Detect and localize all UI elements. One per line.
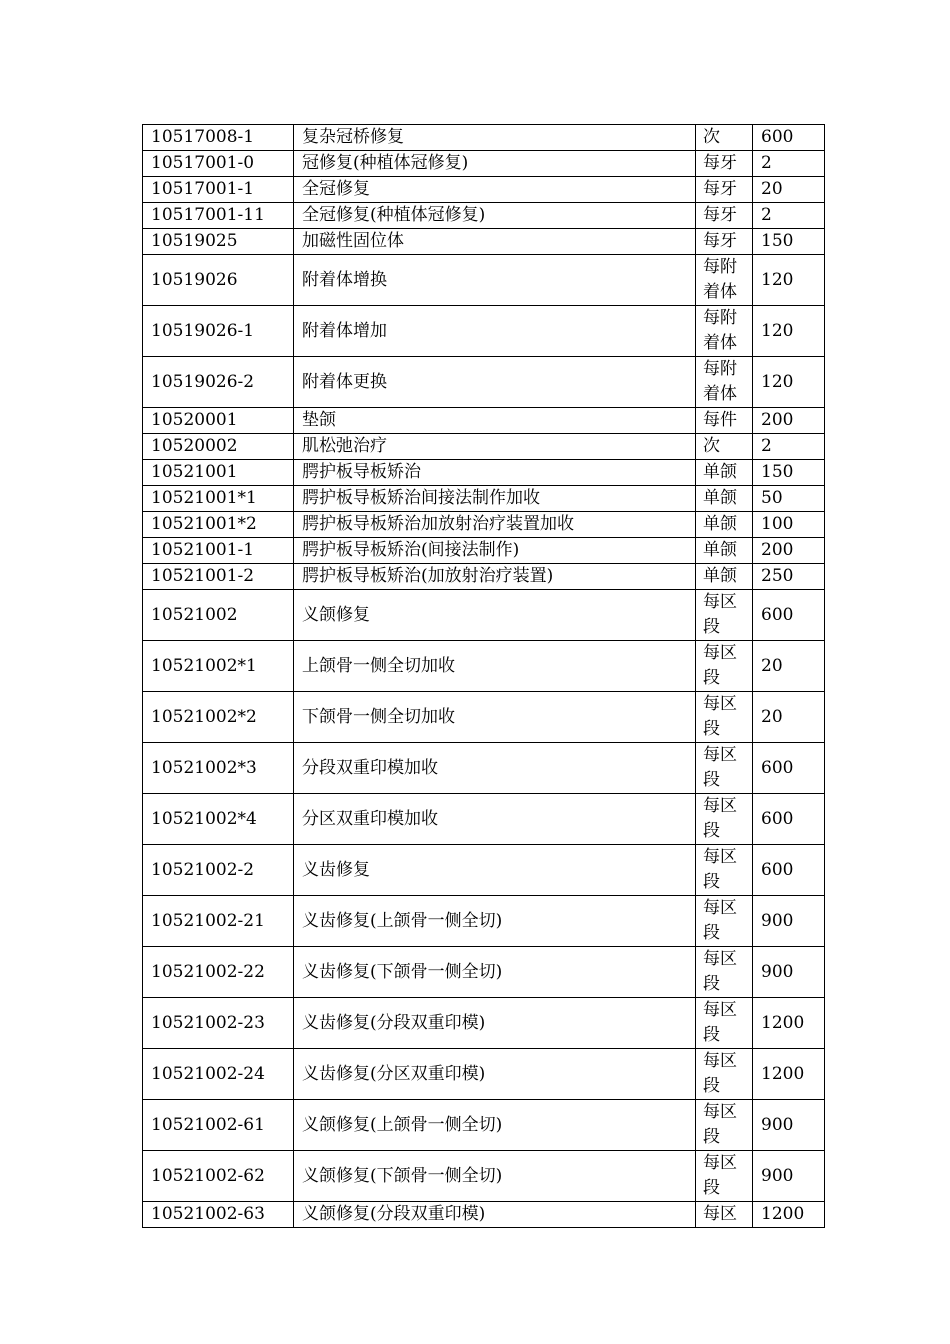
item-price: 1200 <box>753 1049 825 1100</box>
item-unit: 每牙 <box>696 229 753 255</box>
item-name: 腭护板导板矫治间接法制作加收 <box>294 486 696 512</box>
item-unit: 单颌 <box>696 486 753 512</box>
table-row <box>143 1049 825 1100</box>
item-name: 冠修复(种植体冠修复) <box>294 151 696 177</box>
item-price: 100 <box>753 512 825 538</box>
item-name: 腭护板导板矫治加放射治疗装置加收 <box>294 512 696 538</box>
item-code: 10521002*2 <box>143 692 294 743</box>
item-name: 下颌骨一侧全切加收 <box>294 692 696 743</box>
table-row <box>143 743 825 794</box>
table-row <box>143 1151 825 1202</box>
item-code: 10519025 <box>143 229 294 255</box>
item-unit: 每附着体 <box>696 357 753 408</box>
item-name: 全冠修复 <box>294 177 696 203</box>
item-unit: 每区段 <box>696 896 753 947</box>
table-row <box>143 151 825 177</box>
item-price: 200 <box>753 538 825 564</box>
item-name: 义齿修复(上颌骨一侧全切) <box>294 896 696 947</box>
item-name: 复杂冠桥修复 <box>294 125 696 151</box>
item-unit: 每区段 <box>696 1049 753 1100</box>
item-code: 10521002*4 <box>143 794 294 845</box>
item-unit: 单颌 <box>696 460 753 486</box>
item-unit: 每区段 <box>696 692 753 743</box>
item-price: 600 <box>753 125 825 151</box>
item-unit: 每区段 <box>696 845 753 896</box>
item-unit: 每件 <box>696 408 753 434</box>
table-row <box>143 564 825 590</box>
item-unit: 每区段 <box>696 641 753 692</box>
item-unit: 每牙 <box>696 151 753 177</box>
item-name: 附着体更换 <box>294 357 696 408</box>
table-row <box>143 538 825 564</box>
item-code: 10521002*3 <box>143 743 294 794</box>
table-row <box>143 692 825 743</box>
item-unit: 单颌 <box>696 512 753 538</box>
item-unit: 每区段 <box>696 1151 753 1202</box>
item-price: 900 <box>753 1151 825 1202</box>
item-name: 加磁性固位体 <box>294 229 696 255</box>
item-unit: 每附着体 <box>696 306 753 357</box>
item-unit: 次 <box>696 434 753 460</box>
item-price: 250 <box>753 564 825 590</box>
table-row <box>143 1100 825 1151</box>
item-code: 10521002 <box>143 590 294 641</box>
table-row <box>143 408 825 434</box>
item-name: 义颌修复(上颌骨一侧全切) <box>294 1100 696 1151</box>
item-price: 120 <box>753 306 825 357</box>
item-unit: 每附着体 <box>696 255 753 306</box>
item-price: 200 <box>753 408 825 434</box>
item-unit: 每区段 <box>696 743 753 794</box>
item-price: 1200 <box>753 1202 825 1228</box>
item-price: 50 <box>753 486 825 512</box>
table-row <box>143 590 825 641</box>
item-price: 150 <box>753 229 825 255</box>
item-name: 腭护板导板矫治 <box>294 460 696 486</box>
item-name: 垫颌 <box>294 408 696 434</box>
item-price: 120 <box>753 357 825 408</box>
item-code: 10521001-1 <box>143 538 294 564</box>
item-name: 义齿修复(分区双重印模) <box>294 1049 696 1100</box>
item-code: 10519026-1 <box>143 306 294 357</box>
item-code: 10519026 <box>143 255 294 306</box>
item-unit: 每区段 <box>696 794 753 845</box>
item-price: 120 <box>753 255 825 306</box>
table-row <box>143 357 825 408</box>
item-price: 150 <box>753 460 825 486</box>
item-name: 义颌修复 <box>294 590 696 641</box>
item-unit: 单颌 <box>696 538 753 564</box>
item-price: 600 <box>753 590 825 641</box>
item-name: 分区双重印模加收 <box>294 794 696 845</box>
item-price: 20 <box>753 177 825 203</box>
item-unit: 每区段 <box>696 590 753 641</box>
item-code: 10517001-0 <box>143 151 294 177</box>
table-row <box>143 460 825 486</box>
fee-table <box>142 124 825 1228</box>
table-row <box>143 896 825 947</box>
table-row <box>143 641 825 692</box>
fee-table-body <box>143 125 825 1228</box>
item-price: 600 <box>753 743 825 794</box>
item-code: 10521002-2 <box>143 845 294 896</box>
item-price: 2 <box>753 203 825 229</box>
item-name: 全冠修复(种植体冠修复) <box>294 203 696 229</box>
item-unit: 单颌 <box>696 564 753 590</box>
item-code: 10521002*1 <box>143 641 294 692</box>
item-price: 20 <box>753 692 825 743</box>
table-row <box>143 125 825 151</box>
item-code: 10521002-21 <box>143 896 294 947</box>
item-code: 10517008-1 <box>143 125 294 151</box>
table-row <box>143 486 825 512</box>
table-row <box>143 1202 825 1228</box>
item-code: 10521002-62 <box>143 1151 294 1202</box>
item-code: 10521001 <box>143 460 294 486</box>
item-code: 10521001*1 <box>143 486 294 512</box>
item-name: 义颌修复(分段双重印模) <box>294 1202 696 1228</box>
table-row <box>143 794 825 845</box>
item-name: 肌松弛治疗 <box>294 434 696 460</box>
item-code: 10521002-22 <box>143 947 294 998</box>
item-code: 10520002 <box>143 434 294 460</box>
item-price: 2 <box>753 151 825 177</box>
item-name: 义齿修复 <box>294 845 696 896</box>
item-price: 600 <box>753 794 825 845</box>
item-code: 10521002-24 <box>143 1049 294 1100</box>
item-price: 600 <box>753 845 825 896</box>
table-row <box>143 998 825 1049</box>
item-code: 10519026-2 <box>143 357 294 408</box>
item-code: 10521002-23 <box>143 998 294 1049</box>
table-row <box>143 177 825 203</box>
table-row <box>143 512 825 538</box>
item-unit: 每牙 <box>696 177 753 203</box>
item-price: 20 <box>753 641 825 692</box>
item-unit: 每区段 <box>696 998 753 1049</box>
item-code: 10521001*2 <box>143 512 294 538</box>
table-row <box>143 306 825 357</box>
item-name: 腭护板导板矫治(加放射治疗装置) <box>294 564 696 590</box>
table-row <box>143 255 825 306</box>
item-name: 义齿修复(分段双重印模) <box>294 998 696 1049</box>
table-row <box>143 203 825 229</box>
item-name: 腭护板导板矫治(间接法制作) <box>294 538 696 564</box>
item-price: 2 <box>753 434 825 460</box>
item-code: 10521002-63 <box>143 1202 294 1228</box>
item-name: 义颌修复(下颌骨一侧全切) <box>294 1151 696 1202</box>
item-code: 10517001-1 <box>143 177 294 203</box>
table-row <box>143 947 825 998</box>
item-code: 10520001 <box>143 408 294 434</box>
item-unit: 每牙 <box>696 203 753 229</box>
table-row <box>143 434 825 460</box>
table-row <box>143 845 825 896</box>
item-price: 900 <box>753 896 825 947</box>
item-name: 上颌骨一侧全切加收 <box>294 641 696 692</box>
item-unit: 每区段 <box>696 1100 753 1151</box>
item-code: 10521001-2 <box>143 564 294 590</box>
item-name: 附着体增换 <box>294 255 696 306</box>
table-row <box>143 229 825 255</box>
item-code: 10521002-61 <box>143 1100 294 1151</box>
item-unit: 每区段 <box>696 947 753 998</box>
item-price: 900 <box>753 1100 825 1151</box>
item-unit: 每区 <box>696 1202 753 1228</box>
item-name: 附着体增加 <box>294 306 696 357</box>
item-name: 分段双重印模加收 <box>294 743 696 794</box>
item-name: 义齿修复(下颌骨一侧全切) <box>294 947 696 998</box>
item-unit: 次 <box>696 125 753 151</box>
item-price: 1200 <box>753 998 825 1049</box>
item-price: 900 <box>753 947 825 998</box>
item-code: 10517001-11 <box>143 203 294 229</box>
